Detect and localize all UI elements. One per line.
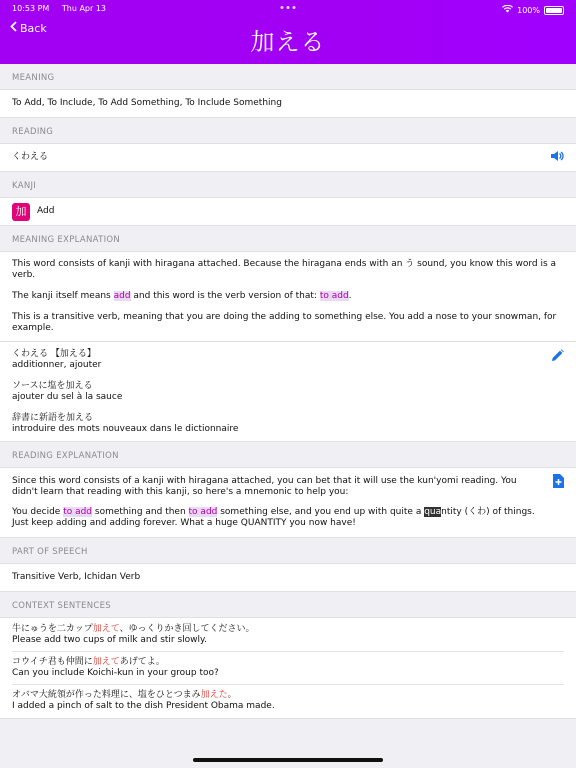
text: . bbox=[348, 291, 352, 301]
context-jp bbox=[12, 624, 564, 635]
note-line: 辞書に新語を加える bbox=[12, 413, 94, 423]
reading-explanation-cell bbox=[0, 467, 576, 538]
context-sentences-cell bbox=[0, 617, 576, 719]
back-label: Back bbox=[20, 21, 47, 35]
note-line: くわえる 【加える】 bbox=[12, 349, 96, 359]
context-jp bbox=[12, 690, 564, 701]
reading-value: くわえる bbox=[12, 152, 49, 162]
text: 牛にゅうを二カップ bbox=[12, 624, 93, 634]
highlight-to-add: to add bbox=[63, 507, 93, 517]
meaning-cell bbox=[0, 89, 576, 118]
context-sentence bbox=[12, 651, 564, 684]
note-line: ソースに塩を加える bbox=[12, 381, 93, 391]
context-sentence bbox=[12, 684, 564, 718]
meaning-explanation-p1: This word consists of kanji with hiragana attached. Because the hiragana ends with an う sound, you know this word is a verb. bbox=[12, 259, 557, 280]
reading-section-label: READING bbox=[12, 127, 54, 137]
wifi-icon bbox=[502, 5, 513, 15]
context-sentence bbox=[12, 618, 564, 651]
context-en: Can you include Koichi-kun in your group too? bbox=[12, 668, 219, 678]
text: オバマ大統領が作った料理に、塩をひとつまみ bbox=[12, 690, 201, 700]
text: コウイチ君も仲間に bbox=[12, 657, 93, 667]
meaning-explanation-p3: This is a transitive verb, meaning that you are doing the adding to something else. You add a nose to your snowman, for example. bbox=[12, 312, 557, 333]
note-line: ajouter du sel à la sauce bbox=[12, 392, 123, 402]
reading-explanation-label: READING EXPLANATION bbox=[12, 451, 119, 461]
add-note-icon[interactable] bbox=[552, 474, 564, 492]
kanji-cell[interactable] bbox=[0, 197, 576, 226]
multitask-dots-icon[interactable] bbox=[281, 6, 296, 9]
meaning-explanation-cell bbox=[0, 251, 576, 342]
meaning-value: To Add, To Include, To Add Something, To Include Something bbox=[12, 98, 282, 108]
reading-explanation-p2 bbox=[12, 501, 542, 532]
nav-header bbox=[0, 0, 576, 64]
page-title: 加える bbox=[250, 28, 326, 56]
text: ntity (くわ) of things. Just keep adding and adding forever. What a huge QUANTITY you now have! bbox=[12, 507, 535, 528]
context-en: Please add two cups of milk and stir slowly. bbox=[12, 635, 207, 645]
context-en: I added a pinch of salt to the dish President Obama made. bbox=[12, 701, 275, 711]
reading-explanation-p1: Since this word consists of a kanji with hiragana attached, you can bet that it will use the kun'yomi reading. You didn't learn that reading with this kanji, so here's a mnemonic to help you: bbox=[12, 476, 517, 497]
text: 。 bbox=[227, 690, 237, 700]
note-line: introduire des mots nouveaux dans le dictionnaire bbox=[12, 424, 239, 434]
highlight-word: 加えた bbox=[200, 690, 228, 700]
part-of-speech-cell bbox=[0, 563, 576, 592]
kanji-section-label: KANJI bbox=[12, 181, 37, 191]
meaning-section-label: MEANING bbox=[12, 73, 55, 83]
part-of-speech-label: PART OF SPEECH bbox=[12, 547, 88, 557]
context-jp bbox=[12, 657, 564, 668]
kanji-badge[interactable]: 加 bbox=[12, 203, 30, 221]
notes-cell bbox=[0, 342, 576, 442]
kanji-meaning: Add bbox=[37, 206, 55, 216]
status-date: Thu Apr 13 bbox=[61, 4, 107, 13]
meaning-explanation-label: MEANING EXPLANATION bbox=[12, 235, 121, 245]
speaker-icon[interactable] bbox=[550, 150, 564, 166]
home-indicator[interactable] bbox=[193, 758, 383, 762]
highlight-to-add: to add bbox=[319, 291, 349, 301]
text: You decide bbox=[12, 507, 64, 517]
text: あげてよ。 bbox=[119, 657, 165, 667]
reading-cell bbox=[0, 143, 576, 172]
highlight-word: 加えて bbox=[92, 657, 120, 667]
text: The kanji itself means bbox=[12, 291, 114, 301]
note-line: additionner, ajouter bbox=[12, 360, 102, 370]
text: and this word is the verb version of that: bbox=[130, 291, 320, 301]
context-sentences-label: CONTEXT SENTENCES bbox=[12, 601, 111, 611]
highlight-word: 加えて bbox=[92, 624, 120, 634]
battery-percent: 100% bbox=[517, 5, 540, 15]
detail-content bbox=[0, 64, 576, 719]
text: something and then bbox=[92, 507, 189, 517]
meaning-explanation-p2 bbox=[12, 284, 564, 305]
text-cursor-highlight: qua bbox=[424, 507, 442, 517]
part-of-speech-value: Transitive Verb, Ichidan Verb bbox=[12, 572, 141, 582]
pencil-icon[interactable] bbox=[551, 349, 564, 366]
highlight-to-add: to add bbox=[188, 507, 218, 517]
highlight-add: add bbox=[113, 291, 131, 301]
text: something else, and you end up with quite a bbox=[217, 507, 425, 517]
battery-icon bbox=[544, 6, 564, 15]
status-time: 10:53 PM bbox=[12, 4, 50, 13]
text: 、ゆっくりかき回してください。 bbox=[119, 624, 255, 634]
